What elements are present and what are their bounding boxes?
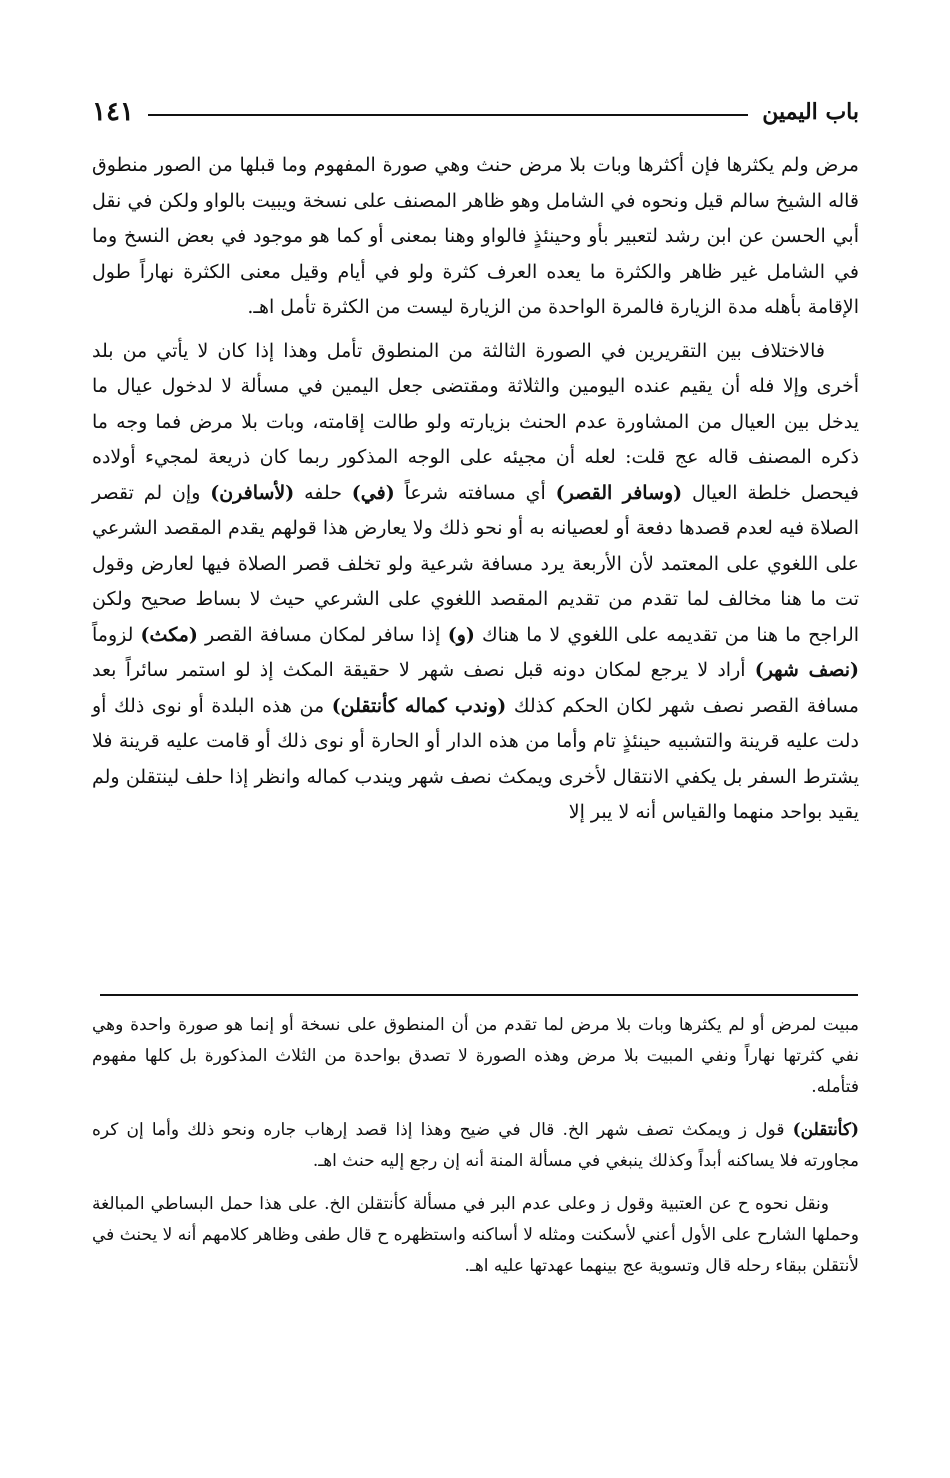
footnote-1: مبيت لمرض أو لم يكثرها وبات بلا مرض لما تقدم من أن المنطوق على نسخة أو إنما هو صورة واحدة وهي نفي كثرتها نهاراً ونفي المبيت بلا مرض وهذه الصورة لا تصدق بواحدة من الثلاث المذكورة بل كلها مفهوم فتأمله. [92,1015,859,1097]
page-header [92,92,859,132]
footnote-term: (كأنتقلن) [792,1120,859,1140]
footnote-text: قول ز ويمكث تصف شهر الخ. قال في ضيح وهذا إذا قصد إرهاب جاره ونحو ذلك وأما إن كره مجاورته فلا يساكنه أبداً وكذلك ينبغي في مسألة المنة أنه إن رجع إليه حنث اهـ. [92,1120,859,1171]
matn-term: (و) [447,623,475,646]
footnotes [92,1010,859,1282]
matn-term: (لأسافرن) [210,481,295,504]
footnote-2 [92,1115,859,1177]
main-paragraph-2 [92,334,859,831]
text-run: فالاختلاف بين التقريرين في الصورة الثالثة من المنطوق تأمل وهذا إذا كان لا يأتي من بلد أخرى وإلا فله أن يقيم عنده اليومين والثلاثة ومقتضى جعل اليمين في مسألة لا لدخول عيال ما يدخل بين العيال من المشاورة عدم الحنث بزيارته ولو طالت إقامته، وبات بلا مرض فما وجه ما ذكره المصنف قاله عج قلت: لعله أن مجيئه على الوجه المذكور ربما كان ذريعة لمجيء أولاده فيحصل خلطة العيال [92,339,859,504]
matn-term: (مكث) [140,623,198,646]
matn-term: (في) [351,481,395,504]
text-run: أراد لا يرجع لمكان دونه قبل نصف شهر لا حقيقة المكث إذ لو استمر سائراً بعد مسافة القصر نصف شهر لكان الحكم كذلك [92,659,859,717]
matn-term: (وسافر القصر) [555,481,683,504]
text-run: أي مسافته شرعاً [404,481,546,504]
matn-term: (نصف شهر) [754,659,859,681]
main-text [92,148,859,831]
text-run: حلفه [304,481,342,504]
matn-term: (وندب كماله كأنتقلن) [331,694,507,717]
text-run: وإن لم تقصر الصلاة فيه لعدم قصدها دفعة أو لعصيانه به أو نحو ذلك ولا يعارض هذا قولهم يقدم المقصد الشرعي على اللغوي على المعتمد لأن الأربعة يرد مسافة شرعية ولو تخلف قصر الصلاة فيها لعارض وقول تت ما هنا مخالف لما تقدم من تقديم المقصد اللغوي على الشرعي حيث لا بساط صحيح ولكن الراجح ما هنا من تقديمه على اللغوي لا ما هناك [92,481,860,646]
header-rule [148,114,748,116]
text-run: من هذه البلدة أو نوى ذلك أو دلت عليه قرينة والتشبيه حينئذٍ تام وأما من هذه الدار أو الحارة أو نوى ذلك أو قامت عليه قرينة فلا يشترط السفر بل يكفي الانتقال لأخرى ويمكث نصف شهر ويندب كماله وانظر إذا حلف لينتقلن ولم يقيد بواحد منهما والقياس أنه لا يبر إلا [92,694,860,823]
footnote-3: ونقل نحوه ح عن العتبية وقول ز وعلى عدم البر في مسألة كأنتقلن الخ. على هذا حمل البساطي المبالغة وحملها الشارح على الأول أعني لأسكنت ومثله لا أساكنه واستظهره ح قال طفى وظاهر كلامهم أنه لا يحنث في لأنتقلن ببقاء رحله قال وتسوية عج بينهما عهدتها عليه اهـ. [92,1194,859,1276]
footnote-divider [100,994,858,996]
text-run: لزوماً [92,623,134,646]
page-number: ١٤١ [92,97,134,127]
main-paragraph-1: مرض ولم يكثرها فإن أكثرها وبات بلا مرض حنث وهي صورة المفهوم وما قبلها من الصور منطوق قاله الشيخ سالم قيل ونحوه في الشامل وهو ظاهر المصنف على نسخة ويبيت بالواو ولكن في نقل أبي الحسن عن ابن رشد لتعبير بأو وحينئذٍ فالواو وهنا بمعنى أو كما هو موجود في بعض النسخ وما في الشامل غير ظاهر والكثرة ما يعده العرف كثرة ولو في أيام وقيل معنى الكثرة نهاراً طول الإقامة بأهله مدة الزيارة فالمرة الواحدة من الزيارة ليست من الكثرة تأمل اهـ. [92,154,859,318]
running-title: باب اليمين [762,99,859,125]
text-run: إذا سافر لمكان مسافة القصر [204,623,441,646]
